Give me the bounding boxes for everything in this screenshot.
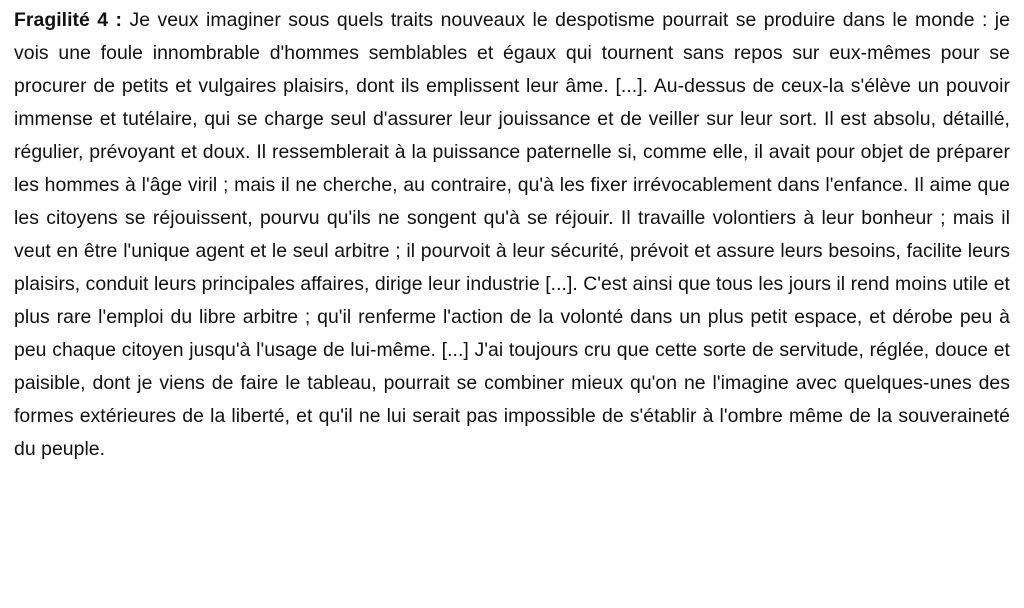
- passage-body: Je veux imaginer sous quels traits nouveaux le despotisme pourrait se produire dans le monde : je vois une foule innombrable d'hommes semblables et égaux qui tournent sans repos sur eux-mêmes pour se procurer de petits et vulgaires plaisirs, dont ils emplissent leur âme. [...]. Au-dessus de ceux-la s'élève un pouvoir immense et tutélaire, qui se charge seul d'assurer leur jouissance et de veiller sur leur sort. Il est absolu, détaillé, régulier, prévoyant et doux. Il ressemblerait à la puissance paternelle si, comme elle, il avait pour objet de préparer les hommes à l'âge viril ; mais il ne cherche, au contraire, qu'à les fixer irrévocablement dans l'enfance. Il aime que les citoyens se réjouissent, pourvu qu'ils ne songent qu'à se réjouir. Il travaille volontiers à leur bonheur ; mais il veut en être l'unique agent et le seul arbitre ; il pourvoit à leur sécurité, prévoit et assure leurs besoins, facilite leurs plaisirs, conduit leurs principales affaires, dirige leur industrie [...]. C'est ainsi que tous les jours il rend moins utile et plus rare l'emploi du libre arbitre ; qu'il renferme l'action de la volonté dans un plus petit espace, et dérobe peu à peu chaque citoyen jusqu'à l'usage de lui-même. [...] J'ai toujours cru que cette sorte de servitude, réglée, douce et paisible, dont je viens de faire le tableau, pourrait se combiner mieux qu'on ne l'imagine avec quelques-unes des formes extérieures de la liberté, et qu'il ne lui serait pas impossible de s'établir à l'ombre même de la souveraineté du peuple.: [14, 9, 1011, 460]
- passage-paragraph: [14, 0, 1010, 466]
- document-page: [14, 0, 1010, 608]
- passage-label: Fragilité 4 :: [14, 9, 123, 31]
